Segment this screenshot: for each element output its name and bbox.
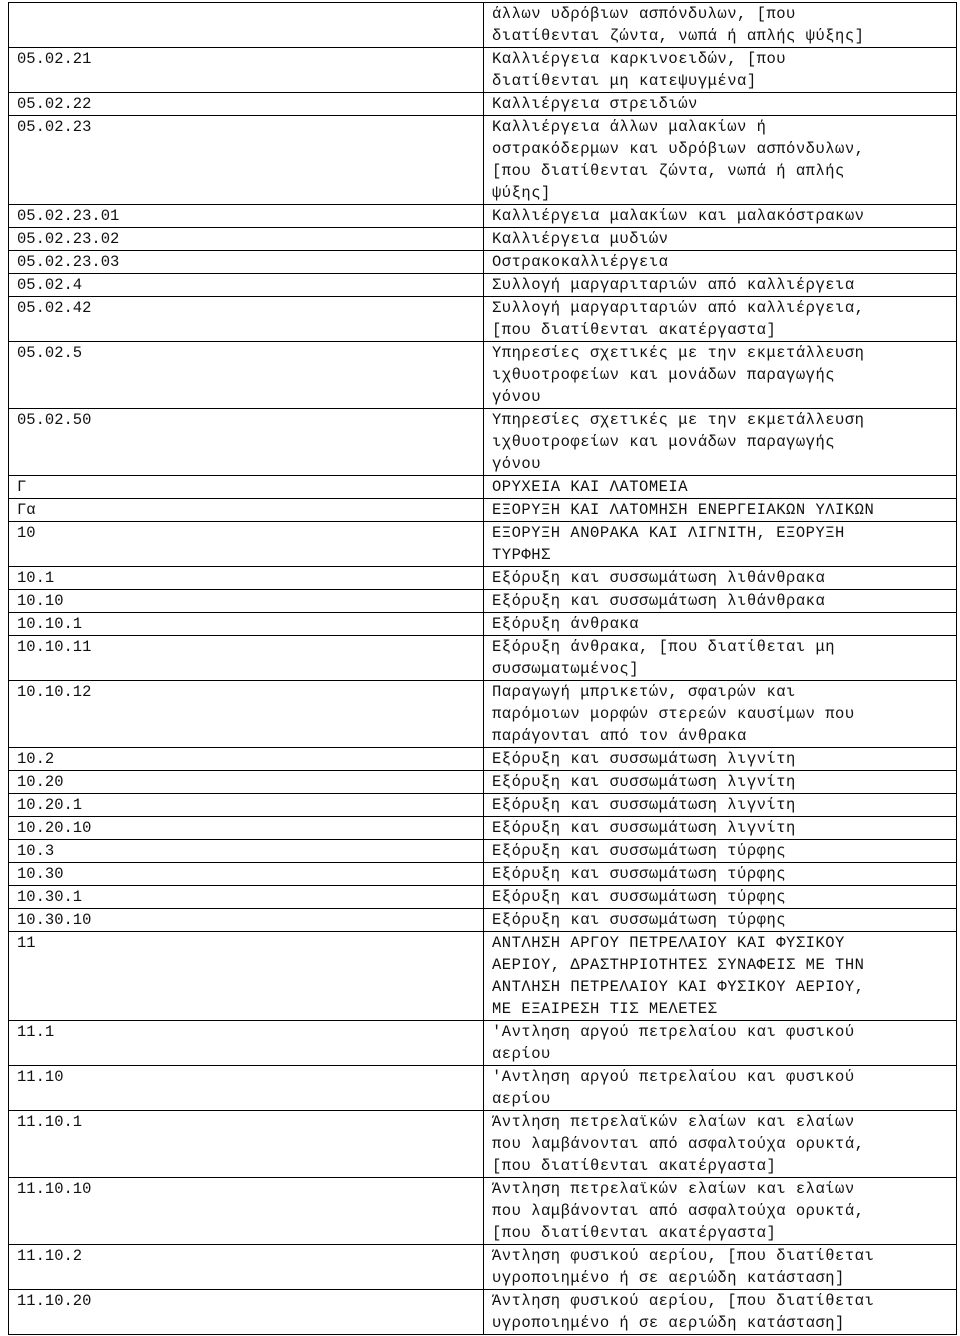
table-row [9,590,957,613]
code-cell: 10 [9,522,484,567]
table-row [9,1111,957,1178]
description-cell: ΕΞΟΡΥΞΗ ΚΑΙ ΛΑΤΟΜΗΣΗ ΕΝΕΡΓΕΙΑΚΩΝ ΥΛΙΚΩΝ [484,499,957,522]
description-cell: Καλλιέργεια μυδιών [484,228,957,251]
table-row [9,228,957,251]
code-cell: 05.02.42 [9,297,484,342]
description-cell: Εξόρυξη και συσσωμάτωση λιγνίτη [484,817,957,840]
code-cell: 10.10.1 [9,613,484,636]
description-cell: Συλλογή μαργαριταριών από καλλιέργεια, [που διατίθενται ακατέργαστα] [484,297,957,342]
description-cell: Εξόρυξη και συσσωμάτωση λιγνίτη [484,771,957,794]
table-row [9,932,957,1021]
description-cell: Εξόρυξη και συσσωμάτωση λιθάνθρακα [484,567,957,590]
description-cell: 'Αντληση αργού πετρελαίου και φυσικού αερίου [484,1066,957,1111]
table-row [9,771,957,794]
description-cell: Συλλογή μαργαριταριών από καλλιέργεια [484,274,957,297]
table-row [9,499,957,522]
code-cell: 10.10.11 [9,636,484,681]
description-cell: Άντληση πετρελαϊκών ελαίων και ελαίων που λαμβάνονται από ασφαλτούχα ορυκτά, [που διατίθενται ακατέργαστα] [484,1178,957,1245]
table-row [9,297,957,342]
table-row [9,886,957,909]
code-cell: Γ [9,476,484,499]
code-cell: 05.02.21 [9,48,484,93]
table-row [9,613,957,636]
table-row [9,116,957,205]
description-cell: Εξόρυξη άνθρακα [484,613,957,636]
table-row [9,1245,957,1290]
description-cell: Εξόρυξη και συσσωμάτωση τύρφης [484,909,957,932]
table-row [9,1178,957,1245]
description-cell: Εξόρυξη και συσσωμάτωση τύρφης [484,863,957,886]
code-cell: 11.10.20 [9,1290,484,1335]
description-cell: Καλλιέργεια άλλων μαλακίων ή οστρακόδερμων και υδρόβιων ασπόνδυλων, [που διατίθενται ζώντα, νωπά ή απλής ψύξης] [484,116,957,205]
description-cell: Υπηρεσίες σχετικές με την εκμετάλλευση ιχθυοτροφείων και μονάδων παραγωγής γόνου [484,409,957,476]
description-cell: Εξόρυξη και συσσωμάτωση λιγνίτη [484,748,957,771]
table-row [9,205,957,228]
code-cell: 05.02.4 [9,274,484,297]
table-row [9,342,957,409]
description-cell: Άντληση πετρελαϊκών ελαίων και ελαίων που λαμβάνονται από ασφαλτούχα ορυκτά, [που διατίθενται ακατέργαστα] [484,1111,957,1178]
code-cell: 10.1 [9,567,484,590]
code-cell: 11.1 [9,1021,484,1066]
code-cell: 11.10.1 [9,1111,484,1178]
classification-table [8,2,957,1335]
description-cell: Εξόρυξη και συσσωμάτωση τύρφης [484,886,957,909]
table-row [9,748,957,771]
code-cell: 10.30.1 [9,886,484,909]
code-cell: 05.02.23.02 [9,228,484,251]
table-row [9,567,957,590]
table-row [9,1290,957,1335]
table-row [9,909,957,932]
description-cell: 'Αντληση αργού πετρελαίου και φυσικού αερίου [484,1021,957,1066]
description-cell: Εξόρυξη και συσσωμάτωση λιθάνθρακα [484,590,957,613]
code-cell: 05.02.23.03 [9,251,484,274]
description-cell: Εξόρυξη και συσσωμάτωση λιγνίτη [484,794,957,817]
code-cell: 05.02.5 [9,342,484,409]
description-cell: Εξόρυξη και συσσωμάτωση τύρφης [484,840,957,863]
code-cell: 11.10.2 [9,1245,484,1290]
code-cell: 05.02.23 [9,116,484,205]
description-cell: Καλλιέργεια μαλακίων και μαλακόστρακων [484,205,957,228]
description-cell: Οστρακοκαλλιέργεια [484,251,957,274]
description-cell: Εξόρυξη άνθρακα, [που διατίθεται μη συσσωματωμένος] [484,636,957,681]
table-row [9,1021,957,1066]
code-cell: 10.20.10 [9,817,484,840]
code-cell: 10.30.10 [9,909,484,932]
table-row [9,274,957,297]
table-row [9,794,957,817]
table-row [9,3,957,48]
table-row [9,251,957,274]
table-row [9,817,957,840]
description-cell: άλλων υδρόβιων ασπόνδυλων, [που διατίθενται ζώντα, νωπά ή απλής ψύξης] [484,3,957,48]
code-cell [9,3,484,48]
description-cell: ΑΝΤΛΗΣΗ ΑΡΓΟΥ ΠΕΤΡΕΛΑΙΟΥ ΚΑΙ ΦΥΣΙΚΟΥ ΑΕΡΙΟΥ, ΔΡΑΣΤΗΡΙΟΤΗΤΕΣ ΣΥΝΑΦΕΙΣ ΜΕ ΤΗΝ ΑΝΤΛΗΣΗ ΠΕΤΡΕΛΑΙΟΥ ΚΑΙ ΦΥΣΙΚΟΥ ΑΕΡΙΟΥ, ΜΕ ΕΞΑΙΡΕΣΗ ΤΙΣ ΜΕΛΕΤΕΣ [484,932,957,1021]
code-cell: 10.10.12 [9,681,484,748]
code-cell: 11.10 [9,1066,484,1111]
code-cell: 11.10.10 [9,1178,484,1245]
code-cell: 10.20 [9,771,484,794]
description-cell: Άντληση φυσικού αερίου, [που διατίθεται υγροποιημένο ή σε αεριώδη κατάσταση] [484,1245,957,1290]
code-cell: 10.2 [9,748,484,771]
table-row [9,636,957,681]
code-cell: 10.3 [9,840,484,863]
code-cell: Γα [9,499,484,522]
description-cell: ΕΞΟΡΥΞΗ ΑΝΘΡΑΚΑ ΚΑΙ ΛΙΓΝΙΤΗ, ΕΞΟΡΥΞΗ ΤΥΡΦΗΣ [484,522,957,567]
table-row [9,409,957,476]
table-row [9,840,957,863]
table-row [9,522,957,567]
description-cell: Καλλιέργεια στρειδιών [484,93,957,116]
description-cell: Παραγωγή μπρικετών, σφαιρών και παρόμοιων μορφών στερεών καυσίμων που παράγονται από τον άνθρακα [484,681,957,748]
table-body [9,3,957,1335]
description-cell: Καλλιέργεια καρκινοειδών, [που διατίθενται μη κατεψυγμένα] [484,48,957,93]
code-cell: 05.02.50 [9,409,484,476]
table-row [9,93,957,116]
code-cell: 10.30 [9,863,484,886]
description-cell: ΟΡΥΧΕΙΑ ΚΑΙ ΛΑΤΟΜΕΙΑ [484,476,957,499]
code-cell: 10.10 [9,590,484,613]
description-cell: Υπηρεσίες σχετικές με την εκμετάλλευση ιχθυοτροφείων και μονάδων παραγωγής γόνου [484,342,957,409]
table-row [9,476,957,499]
table-row [9,1066,957,1111]
table-row [9,681,957,748]
code-cell: 11 [9,932,484,1021]
code-cell: 05.02.23.01 [9,205,484,228]
table-row [9,48,957,93]
code-cell: 05.02.22 [9,93,484,116]
description-cell: Άντληση φυσικού αερίου, [που διατίθεται υγροποιημένο ή σε αεριώδη κατάσταση] [484,1290,957,1335]
table-row [9,863,957,886]
code-cell: 10.20.1 [9,794,484,817]
